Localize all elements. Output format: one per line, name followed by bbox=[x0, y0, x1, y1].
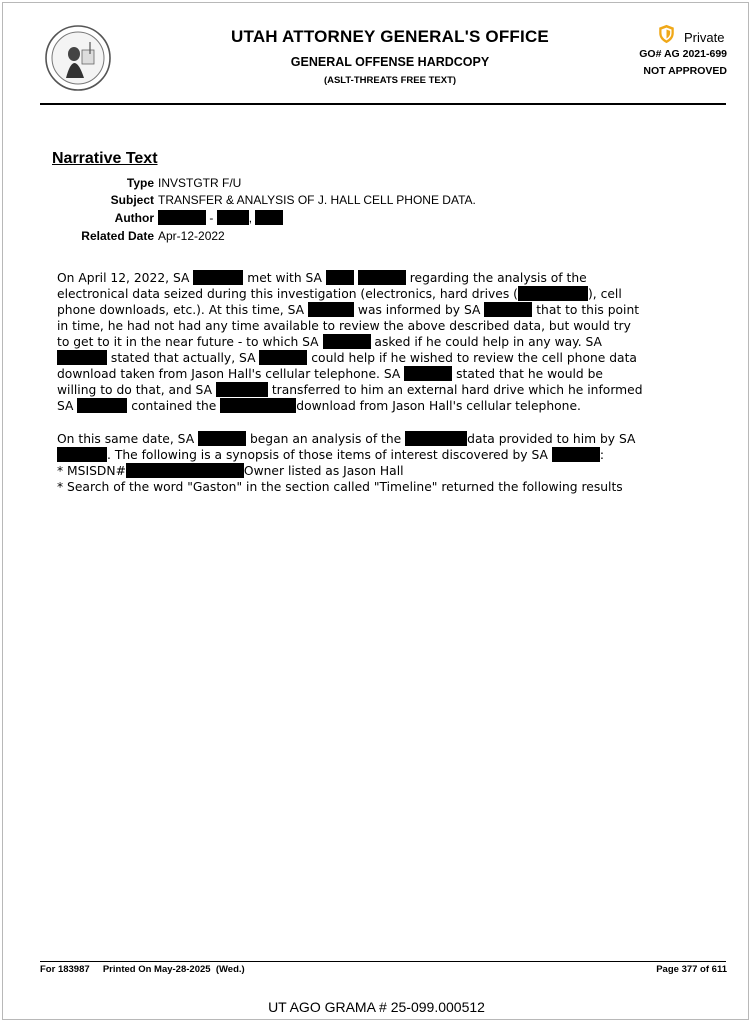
redaction-block bbox=[405, 431, 467, 446]
redaction-block bbox=[323, 334, 371, 349]
text-run: electronical data seized during this investigation (electronics, hard drives ( bbox=[57, 287, 518, 301]
author-value bbox=[158, 209, 283, 227]
text-run: SA bbox=[57, 399, 78, 413]
related-date-label: Related Date bbox=[81, 229, 154, 243]
text-run: stated that he would be bbox=[452, 367, 604, 381]
subject-label: Subject bbox=[110, 193, 154, 207]
section-title: Narrative Text bbox=[52, 150, 158, 167]
grama-number: UT AGO GRAMA # 25-099.000512 bbox=[268, 999, 485, 1015]
author-row bbox=[0, 209, 753, 227]
text-run: began an analysis of the bbox=[246, 432, 406, 446]
redaction-block bbox=[193, 270, 243, 285]
author-separator: , bbox=[248, 211, 253, 225]
type-value: INVSTGTR F/U bbox=[158, 176, 242, 190]
text-run: could help if he wished to review the cell phone data bbox=[307, 351, 637, 365]
text-run: stated that actually, SA bbox=[107, 351, 260, 365]
text-run: * MSISDN# bbox=[57, 464, 126, 478]
redaction-block bbox=[57, 350, 107, 365]
text-run: Owner listed as Jason Hall bbox=[243, 464, 404, 478]
text-run: * Search of the word "Gaston" in the section called "Timeline" returned the following results bbox=[57, 480, 623, 494]
type-label: Type bbox=[126, 176, 154, 190]
text-run: download taken from Jason Hall's cellular telephone. SA bbox=[57, 367, 405, 381]
header-divider bbox=[40, 103, 726, 105]
redaction-block bbox=[255, 210, 283, 225]
text-run: ), cell bbox=[587, 287, 622, 301]
redaction-block bbox=[484, 302, 532, 317]
redaction-block bbox=[259, 350, 307, 365]
approval-status: NOT APPROVED bbox=[643, 65, 727, 77]
redaction-block bbox=[126, 463, 244, 478]
narrative-paragraph-2 bbox=[57, 431, 727, 495]
footer-divider bbox=[40, 961, 726, 962]
subject-row bbox=[0, 191, 753, 209]
redaction-block bbox=[358, 270, 406, 285]
text-run: : bbox=[599, 448, 604, 462]
text-run: to get to it in the near future - to which SA bbox=[57, 335, 323, 349]
redaction-block bbox=[518, 286, 588, 301]
text-run: download from Jason Hall's cellular telephone. bbox=[296, 399, 581, 413]
text-run: that to this point bbox=[532, 303, 640, 317]
text-run: asked if he could help in any way. SA bbox=[370, 335, 602, 349]
subject-value: TRANSFER & ANALYSIS OF J. HALL CELL PHONE DATA. bbox=[158, 193, 476, 207]
text-run: data provided to him by SA bbox=[467, 432, 636, 446]
redaction-block bbox=[77, 398, 127, 413]
text-run: On this same date, SA bbox=[57, 432, 199, 446]
related-date-value: Apr-12-2022 bbox=[158, 229, 225, 243]
state-seal-icon bbox=[44, 24, 112, 92]
redaction-block bbox=[404, 366, 452, 381]
text-run: was informed by SA bbox=[353, 303, 485, 317]
privacy-label: Private bbox=[684, 30, 725, 45]
text-run: in time, he had not had any time available to review the above described data, but would try bbox=[57, 319, 631, 333]
redaction-block bbox=[217, 210, 249, 225]
related-date-row bbox=[0, 227, 753, 245]
redaction-block bbox=[220, 398, 296, 413]
narrative-paragraph-1 bbox=[57, 270, 727, 414]
text-run: transferred to him an external hard drive which he informed bbox=[267, 383, 643, 397]
report-type: GENERAL OFFENSE HARDCOPY bbox=[290, 55, 490, 69]
redaction-block bbox=[57, 447, 107, 462]
text-run: contained the bbox=[127, 399, 221, 413]
text-run: phone downloads, etc.). At this time, SA bbox=[57, 303, 308, 317]
shield-icon bbox=[657, 24, 676, 44]
go-number: GO# AG 2021-699 bbox=[639, 48, 727, 60]
type-row bbox=[0, 174, 753, 192]
author-label: Author bbox=[114, 211, 154, 225]
text-run: . The following is a synopsis of those items of interest discovered by SA bbox=[107, 448, 552, 462]
redaction-block bbox=[308, 302, 354, 317]
redaction-block bbox=[216, 382, 268, 397]
print-info: For 183987 Printed On May-28-2025 (Wed.) bbox=[40, 964, 245, 975]
text-run: On April 12, 2022, SA bbox=[57, 271, 194, 285]
office-title: UTAH ATTORNEY GENERAL'S OFFICE bbox=[231, 27, 549, 46]
redaction-block bbox=[198, 431, 246, 446]
text-run: willing to do that, and SA bbox=[57, 383, 216, 397]
page-number: Page 377 of 611 bbox=[656, 964, 727, 975]
text-run: met with SA bbox=[243, 271, 326, 285]
redaction-block bbox=[552, 447, 600, 462]
text-run: regarding the analysis of the bbox=[405, 271, 587, 285]
report-subtype: (ASLT-THREATS FREE TEXT) bbox=[323, 75, 457, 86]
redaction-block bbox=[326, 270, 354, 285]
redaction-block bbox=[158, 210, 206, 225]
author-separator: - bbox=[209, 211, 214, 225]
